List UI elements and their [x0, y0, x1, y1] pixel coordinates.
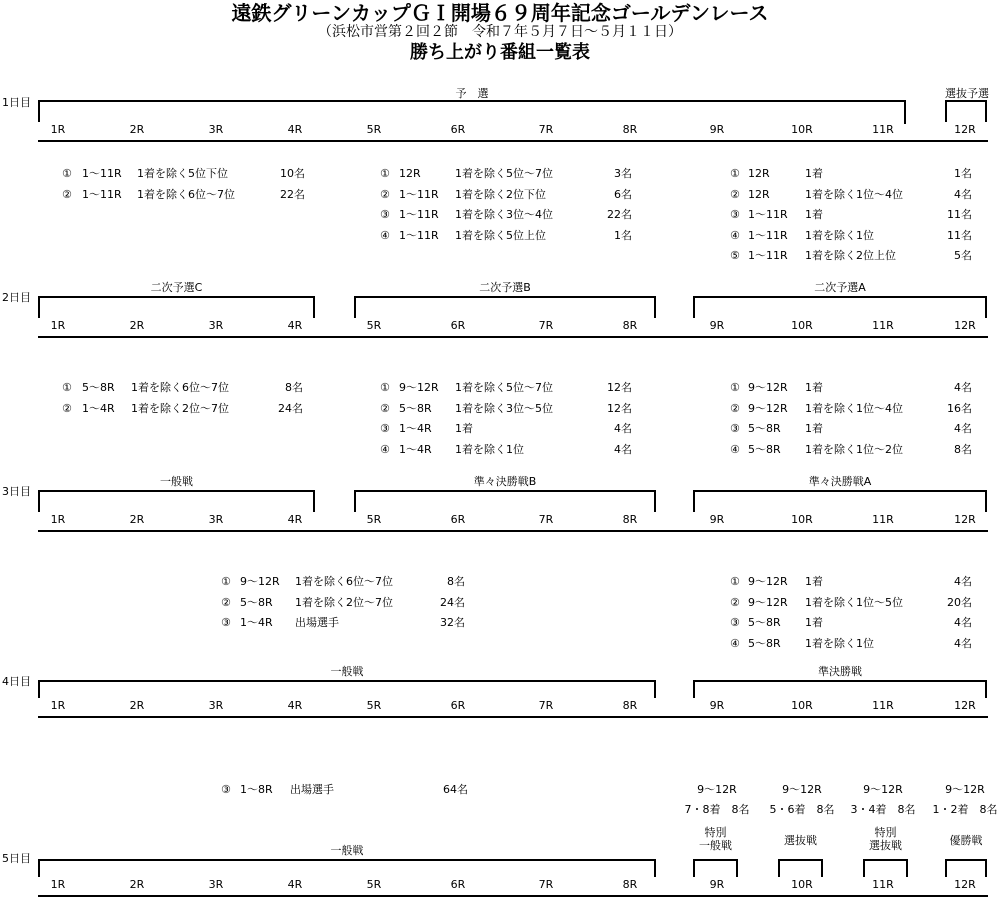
qualifier-condition: 1着を除く2位下位 [455, 187, 546, 201]
race-number: 2R [129, 319, 145, 332]
page-heading: 勝ち上がり番組一覧表 [410, 42, 590, 63]
final-entry-races: 9～12R [782, 783, 822, 796]
qualifier-races: 1～4R [399, 442, 432, 456]
qualifier-races: 9～12R [748, 575, 788, 588]
qualifier-count: 4名 [954, 187, 972, 201]
race-number: 11R [872, 699, 894, 712]
race-number: 12R [954, 513, 976, 526]
qualifier-number: ① [62, 167, 72, 180]
race-number: 11R [872, 123, 894, 136]
race-number: 12R [954, 878, 976, 891]
race-group-label: 準決勝戦 [818, 665, 862, 678]
final-entry-races: 9～12R [863, 783, 903, 796]
document-title: 遠鉄グリーンカップＧＩ開場６９周年記念ゴールデンレース [231, 1, 769, 25]
qualifier-number: ③ [221, 616, 231, 629]
qualifier-number: ① [380, 167, 390, 180]
qualifier-number: ③ [221, 783, 231, 796]
race-group-bracket [38, 859, 656, 877]
final-entry-detail: 1・2着 8名 [932, 803, 998, 816]
qualifier-races: 12R [748, 167, 770, 180]
qualifier-races: 12R [748, 187, 770, 201]
qualifier-condition: 1着を除く3位～4位 [455, 208, 553, 221]
qualifier-number: ③ [380, 422, 390, 435]
qualifier-races: 1～8R [240, 783, 273, 796]
qualifier-count: 6名 [614, 187, 632, 201]
race-number: 5R [366, 699, 382, 712]
qualifier-races: 1～11R [399, 228, 439, 242]
race-number: 4R [287, 319, 303, 332]
qualifier-number: ④ [380, 442, 390, 456]
qualifier-condition: 1着を除く1位～5位 [805, 595, 903, 609]
race-group-label: 二次予選C [150, 281, 203, 294]
race-number: 1R [50, 123, 66, 136]
race-group-label: 優勝戦 [949, 834, 983, 847]
qualifier-count: 24名 [278, 401, 303, 415]
qualifier-races: 1～11R [748, 208, 788, 221]
qualifier-condition: 1着を除く5位下位 [137, 167, 228, 180]
race-number: 2R [129, 513, 145, 526]
qualifier-races: 1～11R [82, 187, 122, 201]
race-number: 3R [208, 513, 224, 526]
race-number: 9R [709, 123, 725, 136]
race-number: 8R [622, 513, 638, 526]
qualifier-condition: 1着 [805, 422, 823, 435]
race-number: 3R [208, 699, 224, 712]
qualifier-races: 12R [399, 167, 421, 180]
race-group-bracket [38, 100, 906, 122]
qualifier-races: 9～12R [240, 575, 280, 588]
qualifier-count: 8名 [954, 442, 972, 456]
qualifier-count: 20名 [947, 595, 972, 609]
qualifier-races: 1～4R [240, 616, 273, 629]
race-group-label: 二次予選A [814, 281, 866, 294]
qualifier-races: 5～8R [399, 401, 432, 415]
qualifier-count: 3名 [614, 167, 632, 180]
qualifier-count: 1名 [614, 228, 632, 242]
race-group-label: 二次予選B [479, 281, 531, 294]
race-group-label: 一般戦 [330, 844, 364, 857]
qualifier-number: ② [62, 401, 72, 415]
race-number: 7R [538, 123, 554, 136]
qualifier-condition: 1着を除く6位～7位 [295, 575, 393, 588]
race-number: 7R [538, 319, 554, 332]
race-group-label: 一般戦 [330, 665, 364, 678]
qualifier-condition: 出場選手 [295, 616, 339, 629]
qualifier-count: 4名 [954, 636, 972, 650]
qualifier-count: 1名 [954, 167, 972, 180]
race-group-bracket [778, 859, 823, 877]
race-number: 7R [538, 878, 554, 891]
qualifier-condition: 1着 [455, 422, 473, 435]
race-number: 8R [622, 699, 638, 712]
race-number: 10R [791, 699, 813, 712]
race-number: 12R [954, 319, 976, 332]
qualifier-number: ① [62, 381, 72, 394]
race-number: 3R [208, 878, 224, 891]
qualifier-count: 64名 [443, 783, 468, 796]
day-divider-line [38, 716, 988, 718]
race-group-bracket [693, 296, 987, 318]
race-number: 7R [538, 513, 554, 526]
race-number: 4R [287, 513, 303, 526]
qualifier-number: ④ [380, 228, 390, 242]
race-number: 9R [709, 878, 725, 891]
qualifier-races: 1～11R [748, 228, 788, 242]
qualifier-number: ③ [730, 422, 740, 435]
qualifier-condition: 1着を除く3位～5位 [455, 401, 553, 415]
qualifier-number: ① [221, 575, 231, 588]
qualifier-condition: 1着を除く1位 [455, 442, 524, 456]
qualifier-races: 9～12R [748, 595, 788, 609]
day-divider-line [38, 140, 988, 142]
race-group-label: 準々決勝戦A [808, 475, 872, 488]
day-label: 1日目 [2, 96, 31, 109]
race-number: 1R [50, 878, 66, 891]
qualifier-condition: 1着を除く5位上位 [455, 228, 546, 242]
race-number: 9R [709, 699, 725, 712]
qualifier-number: ④ [730, 636, 740, 650]
qualifier-races: 1～4R [82, 401, 115, 415]
race-number: 11R [872, 878, 894, 891]
qualifier-races: 9～12R [748, 381, 788, 394]
race-number: 12R [954, 123, 976, 136]
race-number: 7R [538, 699, 554, 712]
race-group-bracket [863, 859, 908, 877]
final-entry-detail: 7・8着 8名 [684, 803, 750, 816]
qualifier-races: 1～11R [399, 208, 439, 221]
qualifier-races: 1～11R [82, 167, 122, 180]
qualifier-races: 5～8R [748, 616, 781, 629]
race-number: 5R [366, 123, 382, 136]
qualifier-condition: 1着を除く2位～7位 [295, 595, 393, 609]
qualifier-condition: 1着 [805, 167, 823, 180]
race-number: 6R [450, 319, 466, 332]
race-number: 6R [450, 878, 466, 891]
qualifier-number: ② [730, 187, 740, 201]
qualifier-races: 5～8R [748, 422, 781, 435]
qualifier-number: ① [380, 381, 390, 394]
race-number: 10R [791, 319, 813, 332]
qualifier-races: 1～11R [748, 249, 788, 262]
qualifier-count: 4名 [954, 381, 972, 394]
day-label: 5日目 [2, 852, 31, 865]
race-group-label: 一般戦 [160, 475, 193, 488]
qualifier-races: 1～4R [399, 422, 432, 435]
day-divider-line [38, 895, 988, 897]
qualifier-races: 5～8R [748, 442, 781, 456]
qualifier-races: 9～12R [748, 401, 788, 415]
qualifier-count: 12名 [607, 381, 632, 394]
bracket-connector [904, 100, 906, 124]
qualifier-condition: 1着 [805, 381, 823, 394]
race-number: 2R [129, 699, 145, 712]
qualifier-condition: 1着を除く1位～2位 [805, 442, 903, 456]
qualifier-count: 4名 [614, 422, 632, 435]
day-divider-line [38, 530, 988, 532]
qualifier-number: ② [221, 595, 231, 609]
qualifier-number: ② [380, 401, 390, 415]
qualifier-count: 16名 [947, 401, 972, 415]
race-number: 11R [872, 319, 894, 332]
race-number: 2R [129, 878, 145, 891]
qualifier-count: 22名 [280, 187, 305, 201]
final-entry-races: 9～12R [945, 783, 985, 796]
race-group-label: 特別 選抜戦 [869, 826, 902, 852]
race-number: 5R [366, 319, 382, 332]
qualifier-number: ⑤ [730, 249, 740, 262]
race-number: 3R [208, 123, 224, 136]
qualifier-condition: 1着を除く5位～7位 [455, 381, 553, 394]
race-group-label: 特別 一般戦 [699, 826, 732, 852]
race-number: 8R [622, 319, 638, 332]
race-number: 11R [872, 513, 894, 526]
qualifier-races: 1～11R [399, 187, 439, 201]
qualifier-count: 4名 [954, 616, 972, 629]
qualifier-condition: 1着 [805, 575, 823, 588]
race-number: 1R [50, 513, 66, 526]
qualifier-number: ④ [730, 442, 740, 456]
race-group-bracket [354, 296, 656, 318]
qualifier-count: 10名 [280, 167, 305, 180]
qualifier-count: 8名 [447, 575, 465, 588]
qualifier-count: 8名 [285, 381, 303, 394]
race-number: 6R [450, 123, 466, 136]
qualifier-condition: 1着を除く6位～7位 [131, 381, 229, 394]
race-number: 12R [954, 699, 976, 712]
qualifier-number: ① [730, 575, 740, 588]
final-entry-detail: 5・6着 8名 [769, 803, 835, 816]
qualifier-condition: 1着を除く2位上位 [805, 249, 896, 262]
qualifier-condition: 1着 [805, 616, 823, 629]
race-group-bracket [945, 100, 987, 122]
race-number: 4R [287, 699, 303, 712]
race-number: 6R [450, 513, 466, 526]
race-number: 5R [366, 513, 382, 526]
race-group-bracket [38, 296, 315, 318]
qualifier-condition: 出場選手 [290, 783, 334, 796]
qualifier-count: 22名 [607, 208, 632, 221]
qualifier-number: ② [730, 595, 740, 609]
race-number: 8R [622, 878, 638, 891]
race-group-bracket [38, 680, 656, 698]
race-number: 4R [287, 878, 303, 891]
race-group-bracket [693, 490, 987, 512]
qualifier-condition: 1着を除く1位 [805, 636, 874, 650]
qualifier-number: ③ [730, 616, 740, 629]
qualifier-count: 4名 [954, 575, 972, 588]
race-group-bracket [693, 859, 738, 877]
race-group-label: 予 選 [455, 87, 489, 100]
qualifier-condition: 1着を除く5位～7位 [455, 167, 553, 180]
race-number: 6R [450, 699, 466, 712]
qualifier-number: ① [730, 167, 740, 180]
qualifier-count: 4名 [614, 442, 632, 456]
final-entry-races: 9～12R [697, 783, 737, 796]
qualifier-count: 32名 [440, 616, 465, 629]
race-group-label: 準々決勝戦B [473, 475, 537, 488]
race-group-bracket [354, 490, 656, 512]
race-group-bracket [38, 490, 315, 512]
race-group-label: 選抜予選 [945, 87, 989, 100]
race-number: 9R [709, 319, 725, 332]
qualifier-condition: 1着を除く6位～7位 [137, 187, 235, 201]
qualifier-condition: 1着を除く1位～4位 [805, 401, 903, 415]
document-subtitle: （浜松市営第２回２節 令和７年５月７日～５月１１日） [318, 24, 682, 40]
qualifier-condition: 1着 [805, 208, 823, 221]
race-number: 10R [791, 123, 813, 136]
race-number: 2R [129, 123, 145, 136]
race-group-bracket [945, 859, 987, 877]
qualifier-number: ② [380, 187, 390, 201]
day-label: 3日目 [2, 485, 31, 498]
qualifier-condition: 1着を除く1位～4位 [805, 187, 903, 201]
qualifier-condition: 1着を除く2位～7位 [131, 401, 229, 415]
qualifier-count: 24名 [440, 595, 465, 609]
race-number: 1R [50, 319, 66, 332]
day-label: 4日目 [2, 675, 31, 688]
qualifier-races: 5～8R [748, 636, 781, 650]
race-number: 1R [50, 699, 66, 712]
qualifier-count: 4名 [954, 422, 972, 435]
race-number: 4R [287, 123, 303, 136]
qualifier-count: 5名 [954, 249, 972, 262]
final-entry-detail: 3・4着 8名 [850, 803, 916, 816]
race-group-label: 選抜戦 [784, 834, 817, 847]
qualifier-number: ④ [730, 228, 740, 242]
qualifier-number: ② [730, 401, 740, 415]
race-number: 3R [208, 319, 224, 332]
qualifier-count: 11名 [947, 208, 972, 221]
qualifier-number: ① [730, 381, 740, 394]
qualifier-count: 12名 [607, 401, 632, 415]
race-group-bracket [693, 680, 987, 698]
qualifier-condition: 1着を除く1位 [805, 228, 874, 242]
race-number: 9R [709, 513, 725, 526]
qualifier-number: ② [62, 187, 72, 201]
qualifier-number: ③ [380, 208, 390, 221]
day-label: 2日目 [2, 291, 31, 304]
race-number: 8R [622, 123, 638, 136]
qualifier-races: 5～8R [82, 381, 115, 394]
qualifier-count: 11名 [947, 228, 972, 242]
race-number: 10R [791, 878, 813, 891]
qualifier-races: 9～12R [399, 381, 439, 394]
qualifier-number: ③ [730, 208, 740, 221]
qualifier-races: 5～8R [240, 595, 273, 609]
race-number: 10R [791, 513, 813, 526]
race-number: 5R [366, 878, 382, 891]
day-divider-line [38, 336, 988, 338]
